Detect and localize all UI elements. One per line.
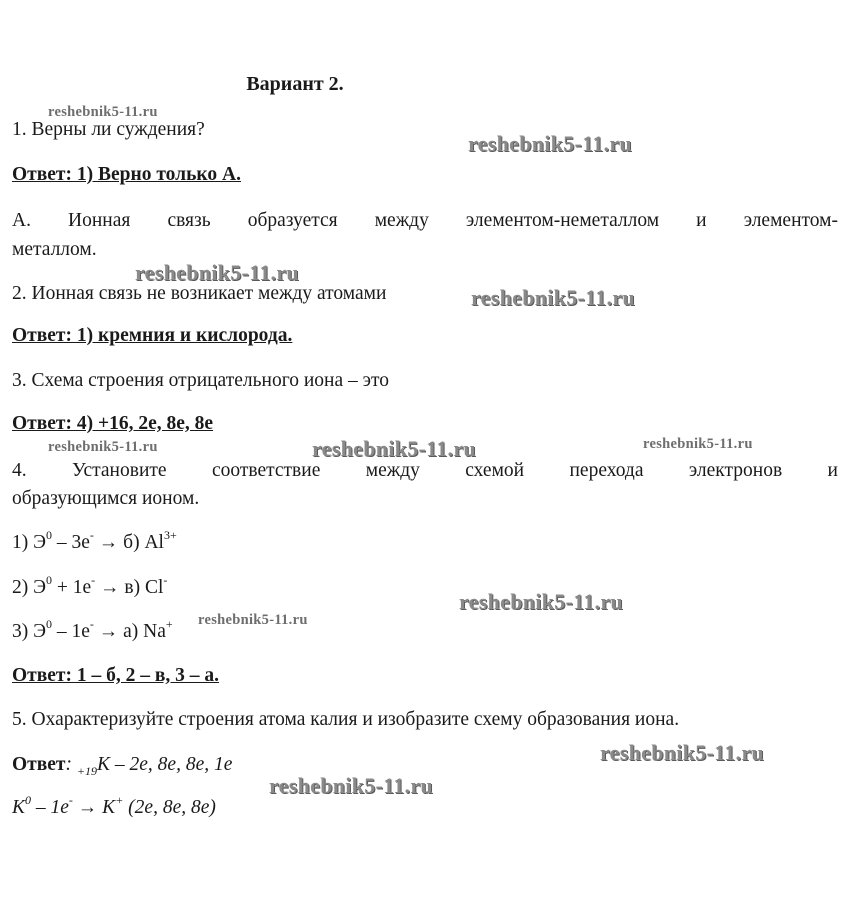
question-3: 3. Схема строения отрицательного иона – это — [12, 370, 389, 391]
watermark: reshebnik5-11.ru — [135, 260, 299, 285]
q4-item-1: 1) $Э^0 - 3e^- \to б$) $Al^{3+}$ — [12, 528, 177, 553]
watermark: reshebnik5-11.ru — [48, 104, 158, 120]
watermark: reshebnik5-11.ru — [312, 436, 476, 461]
answer-5-equation: $K^0 - 1e^- \to K^+$ (2e, 8e, 8e) — [12, 793, 216, 818]
statement-a-line2: металлом. — [12, 239, 97, 260]
question-2: 2. Ионная связь не возникает между атомами — [12, 283, 387, 304]
watermark: reshebnik5-11.ru — [471, 285, 635, 310]
watermark: reshebnik5-11.ru — [643, 436, 753, 452]
answer-1: Ответ: 1) Верно только А. — [12, 164, 241, 185]
answer-5: Ответ: $_{+19}$K – 2e, 8e, 8e, 1e — [12, 754, 233, 778]
q4-item-2: 2) $Э^0 + 1e^- \to в$) Cl- — [12, 573, 168, 598]
question-5: 5. Охарактеризуйте строения атома калия и изобразите схему образования иона. — [12, 709, 680, 730]
watermark: reshebnik5-11.ru — [48, 439, 158, 455]
watermark: reshebnik5-11.ru — [459, 589, 623, 614]
watermark: reshebnik5-11.ru — [468, 131, 632, 156]
page-title: Вариант 2. — [246, 73, 344, 95]
q4-item-3: 3) $Э^0 - 1e^- \to а$) Na+ — [12, 617, 173, 642]
question-4-line2: образующимся ионом. — [12, 488, 200, 509]
question-4-line1: 4. Установите соответствие между схемой перехода электронов и — [12, 460, 838, 481]
question-1: 1. Верны ли суждения? — [12, 119, 205, 140]
answer-2: Ответ: 1) кремния и кислорода. — [12, 325, 293, 346]
answer-4: Ответ: 1 – б, 2 – в, 3 – а. — [12, 665, 220, 686]
watermark: reshebnik5-11.ru — [269, 773, 433, 798]
watermark: reshebnik5-11.ru — [198, 612, 308, 628]
answer-3: Ответ: 4) +16, 2e, 8e, 8e — [12, 413, 214, 434]
statement-a-line1: А. Ионная связь образуется между элементом-неметаллом и элементом- — [12, 210, 838, 231]
watermark: reshebnik5-11.ru — [600, 740, 764, 765]
